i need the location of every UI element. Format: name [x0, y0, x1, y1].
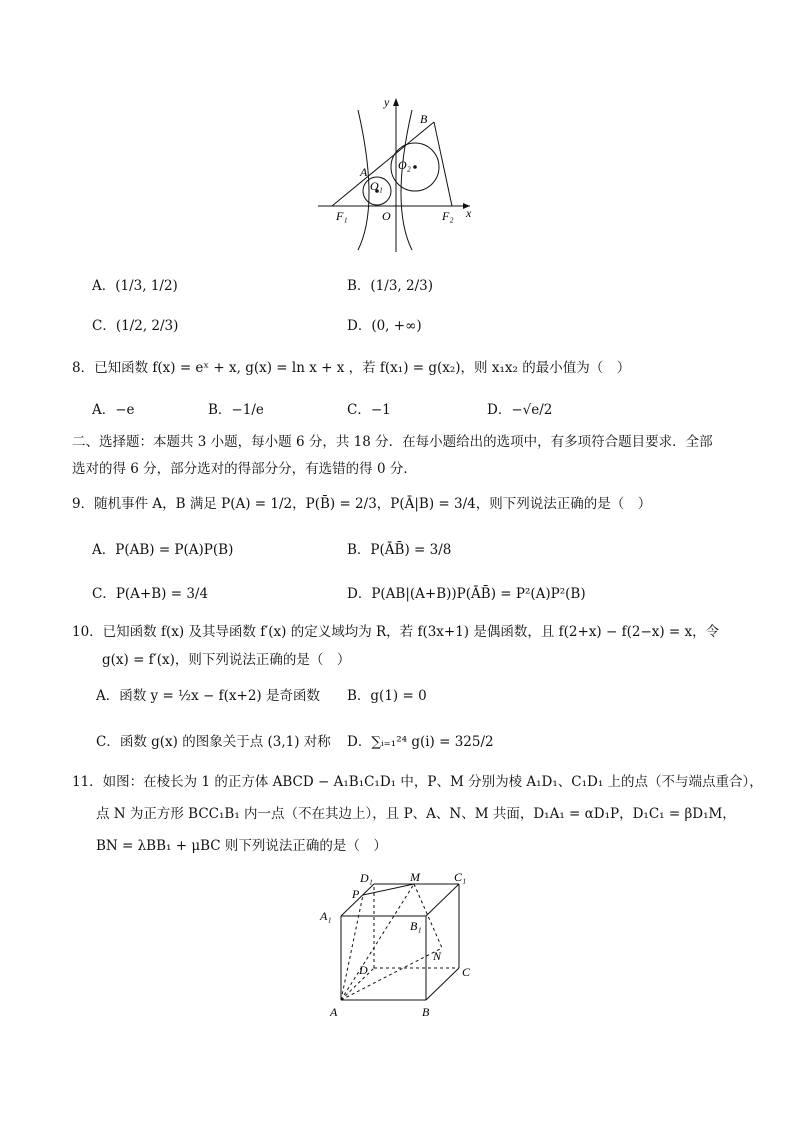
line-F1-B: [332, 122, 434, 206]
q7-option-c: C．(1/2, 2/3): [92, 318, 179, 334]
q11-stem-line2: 点 N 为正方形 BCC₁B₁ 内一点（不在其边上），且 P、A、N、M 共面，D₁A₁ = αD₁P，D₁C₁ = βD₁M，: [96, 806, 736, 822]
q11-stem-line3: BN = λBB₁ + μBC 则下列说法正确的是（ ）: [96, 838, 387, 854]
label-C: C: [462, 965, 471, 979]
section2-heading-line1: 二、选择题：本题共 3 小题，每小题 6 分，共 18 分．在每小题给出的选项中，有多项符合题目要求．全部: [72, 434, 713, 450]
label-P: P: [352, 887, 360, 901]
cube-figure: [316, 868, 486, 1024]
label-x: x: [466, 206, 472, 220]
q7-option-a: A．(1/3, 1/2): [92, 278, 178, 294]
label-B: B: [420, 112, 428, 126]
q7-option-b: B．(1/3, 2/3): [347, 278, 433, 294]
label-F1: F₁: [336, 209, 348, 223]
q8-stem: 8．已知函数 f(x) = eˣ + x, g(x) = ln x + x ，若 f(x₁) = g(x₂)，则 x₁x₂ 的最小值为（ ）: [72, 360, 631, 376]
q8-option-d: D．−√e/2: [487, 402, 553, 418]
hyperbola-figure: [310, 92, 490, 257]
q8-option-b: B．−1/e: [208, 402, 264, 418]
q10-option-b: B．g(1) = 0: [347, 688, 427, 704]
q10-stem-line1: 10．已知函数 f(x) 及其导函数 f′(x) 的定义域均为 R，若 f(3x+1) 是偶函数，且 f(2+x) − f(2−x) = x，令: [72, 624, 720, 640]
q8-option-a: A．−e: [92, 402, 135, 418]
label-A: A: [360, 165, 368, 179]
label-C1: C₁: [454, 870, 467, 884]
label-D1: D₁: [360, 871, 373, 885]
q9-option-c: C．P(A+B) = 3/4: [92, 586, 209, 602]
y-axis-arrow: [393, 98, 399, 106]
segment-A-P: [341, 895, 363, 1000]
q10-option-c: C．函数 g(x) 的图象关于点 (3,1) 对称: [96, 734, 331, 750]
q10-stem-line2: g(x) = f′(x)，则下列说法正确的是（ ）: [102, 652, 351, 668]
label-O1: O₁: [370, 179, 383, 193]
q8-option-c: C．−1: [347, 402, 391, 418]
q11-stem-line1: 11．如图：在棱长为 1 的正方体 ABCD − A₁B₁C₁D₁ 中，P、M 分别为棱 A₁D₁、C₁D₁ 上的点（不与端点重合），: [72, 774, 763, 790]
label-D: D: [359, 963, 368, 977]
q9-option-b: B．P(ĀB̄) = 3/8: [347, 542, 452, 558]
line-B-F2: [434, 122, 452, 206]
label-B: B: [422, 1005, 430, 1019]
section2-heading-line2: 选对的得 6 分，部分选对的得部分分，有选错的得 0 分．: [72, 461, 417, 477]
edge-B1-C1: [426, 884, 459, 916]
edge-B-C: [426, 968, 459, 1000]
label-N: N: [433, 949, 442, 963]
label-O2: O₂: [398, 158, 411, 172]
segment-P-M: [363, 884, 414, 895]
q9-option-d: D．P(AB|(A+B))P(ĀB̄) = P²(A)P²(B): [347, 586, 586, 602]
q10-option-a: A．函数 y = ½x − f(x+2) 是奇函数: [96, 688, 320, 704]
segment-A-N: [341, 948, 442, 1000]
segment-A-M: [341, 884, 414, 1000]
label-O: O: [382, 209, 391, 223]
label-F2: F₂: [442, 209, 454, 223]
hyperbola-right-branch: [401, 110, 412, 250]
label-A1: A₁: [320, 909, 332, 923]
q9-stem: 9．随机事件 A，B 满足 P(A) = 1/2，P(B̄) = 2/3，P(Ā|B) = 3/4，则下列说法正确的是（ ）: [72, 496, 652, 512]
label-A: A: [330, 1005, 338, 1019]
point-O2: [413, 165, 417, 169]
q9-option-a: A．P(AB) = P(A)P(B): [92, 542, 234, 558]
q7-option-d: D．(0, +∞): [347, 318, 422, 334]
hidden-edge-A-D: [341, 968, 374, 1000]
label-M: M: [410, 870, 420, 884]
label-B1: B₁: [410, 919, 422, 933]
label-y: y: [384, 95, 390, 109]
q10-option-d: D．∑ᵢ₌₁²⁴ g(i) = 325/2: [347, 734, 494, 750]
